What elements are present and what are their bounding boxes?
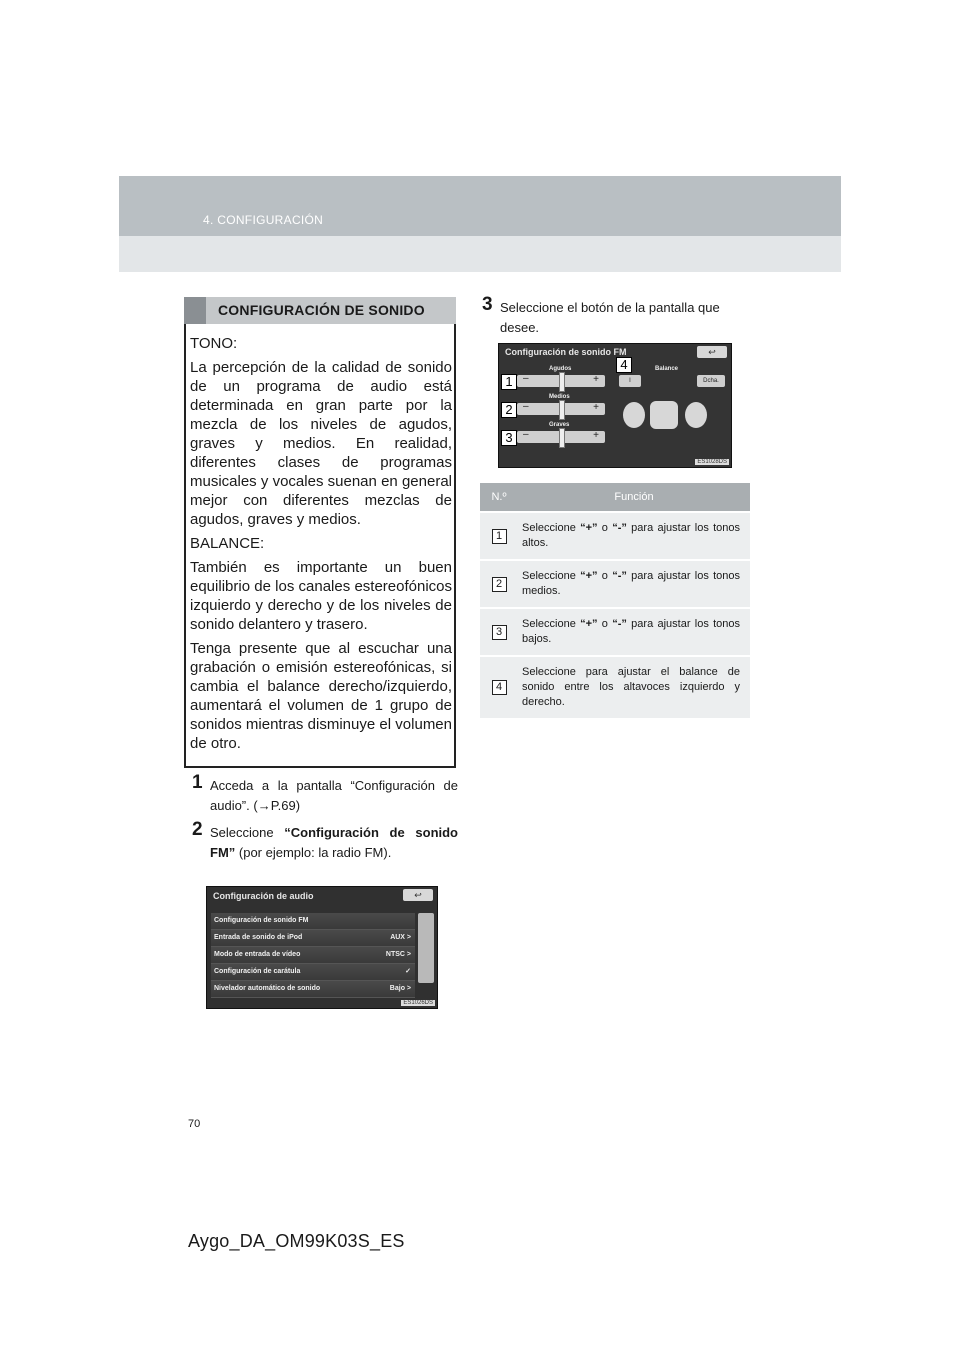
item-value: ✓	[405, 968, 411, 975]
step-1	[192, 772, 458, 816]
box-body	[190, 334, 452, 758]
treble-label: Agudos	[549, 366, 572, 372]
document-code: Aygo_DA_OM99K03S_ES	[188, 1231, 405, 1251]
item-label: Configuración de carátula	[214, 968, 301, 975]
scrollbar[interactable]	[418, 913, 434, 983]
settings-list	[211, 913, 415, 998]
box-paragraph: BALANCE:	[190, 535, 265, 552]
table-row	[480, 560, 750, 608]
page-number: 70	[188, 1118, 201, 1130]
row-function: Seleccione “+” o “-” para ajustar los tonos medios.	[518, 560, 750, 608]
list-item[interactable]	[211, 930, 415, 947]
image-code: ES1028DS	[697, 459, 727, 465]
step-text	[210, 823, 458, 863]
table-row	[480, 512, 750, 560]
box-title: CONFIGURACIÓN DE SONIDO	[218, 302, 425, 318]
treble-slider[interactable]: – +	[517, 375, 605, 387]
box-paragraph: También es importante un buen equilibrio de los canales estereofónicos izquierdo y derecho y de los niveles de sonido delantero y trasero.	[190, 559, 452, 633]
item-label: Entrada de sonido de iPod	[214, 934, 303, 941]
bass-label: Graves	[549, 422, 570, 428]
balance-left-button[interactable]: I	[619, 375, 641, 387]
list-item[interactable]	[211, 947, 415, 964]
fm-sound-settings-screenshot	[498, 343, 732, 468]
item-value: NTSC >	[385, 951, 411, 958]
item-label: Modo de entrada de vídeo	[214, 951, 301, 958]
screen-title: Configuración de sonido FM	[505, 347, 627, 357]
step-number: 1	[192, 772, 203, 793]
row-number: 4	[492, 680, 507, 695]
step-text-post: (por ejemplo: la radio FM).	[235, 845, 392, 860]
header-band	[119, 176, 841, 236]
row-function: Seleccione “+” o “-” para ajustar los tonos bajos.	[518, 608, 750, 656]
step-number: 3	[482, 294, 493, 315]
image-code: ES1026DS	[403, 1000, 433, 1006]
box-paragraph: Tenga presente que al escuchar una grabación o emisión estereofónicas, si cambia el balance derecho/izquierdo, aumentará el volumen de 1 grupo de sonidos mientras disminuye el volumen de otro.	[190, 640, 452, 752]
function-table	[480, 483, 750, 718]
right-speaker-icon	[685, 402, 707, 428]
mid-slider[interactable]: – +	[517, 403, 605, 415]
table-row	[480, 656, 750, 718]
row-number: 1	[492, 529, 507, 544]
row-number: 3	[492, 625, 507, 640]
list-item[interactable]	[211, 964, 415, 981]
car-icon	[650, 401, 678, 429]
back-button[interactable]: ↩	[403, 889, 433, 901]
balance-label: Balance	[655, 366, 679, 372]
callout-4: 4	[616, 357, 632, 373]
step-text: Acceda a la pantalla “Configuración de audio”. (→P.69)	[210, 778, 458, 813]
balance-right-button[interactable]: Dcha.	[697, 375, 725, 387]
screen-title: Configuración de audio	[213, 891, 314, 901]
box-paragraph: TONO:	[190, 335, 238, 352]
step-text-bold: “Configuración de sonido FM”	[210, 825, 459, 860]
item-label: Nivelador automático de sonido	[214, 985, 321, 992]
mid-label: Medios	[549, 394, 570, 400]
section-title: 4. CONFIGURACIÓN	[203, 213, 324, 227]
list-item[interactable]	[211, 981, 415, 998]
callout-1: 1	[501, 374, 517, 390]
step-2	[192, 819, 459, 863]
box-paragraph: La percepción de la calidad de sonido de un programa de audio está determinada en gran parte por la mezcla de los niveles de agudos, graves y medios. En realidad, diferentes clases de programas musicales y vocales suenan en general mejor con diferentes mezclas de agudos, graves y medios.	[190, 359, 452, 528]
back-button[interactable]: ↩	[697, 346, 727, 358]
table-row	[480, 608, 750, 656]
audio-settings-screenshot	[206, 886, 438, 1009]
box-title-tab	[184, 297, 206, 324]
item-value: AUX >	[390, 934, 411, 941]
bass-slider[interactable]: – +	[517, 431, 605, 443]
header-subband	[119, 236, 841, 272]
step-text-pre: Seleccione	[210, 825, 285, 840]
row-number: 2	[492, 577, 507, 592]
list-item[interactable]	[211, 913, 415, 930]
col-header-function: Función	[518, 483, 750, 512]
col-header-number: N.º	[480, 483, 518, 512]
callout-3: 3	[501, 430, 517, 446]
left-speaker-icon	[623, 402, 645, 428]
callout-2: 2	[501, 402, 517, 418]
item-value: Bajo >	[389, 985, 411, 992]
row-function: Seleccione para ajustar el balance de sonido entre los altavoces izquierdo y derecho.	[518, 656, 750, 718]
step-3	[482, 294, 752, 338]
item-label: Configuración de sonido FM	[214, 917, 309, 924]
step-text: Seleccione el botón de la pantalla que desee.	[500, 300, 720, 335]
row-function: Seleccione “+” o “-” para ajustar los tonos altos.	[518, 512, 750, 560]
step-number: 2	[192, 819, 203, 840]
